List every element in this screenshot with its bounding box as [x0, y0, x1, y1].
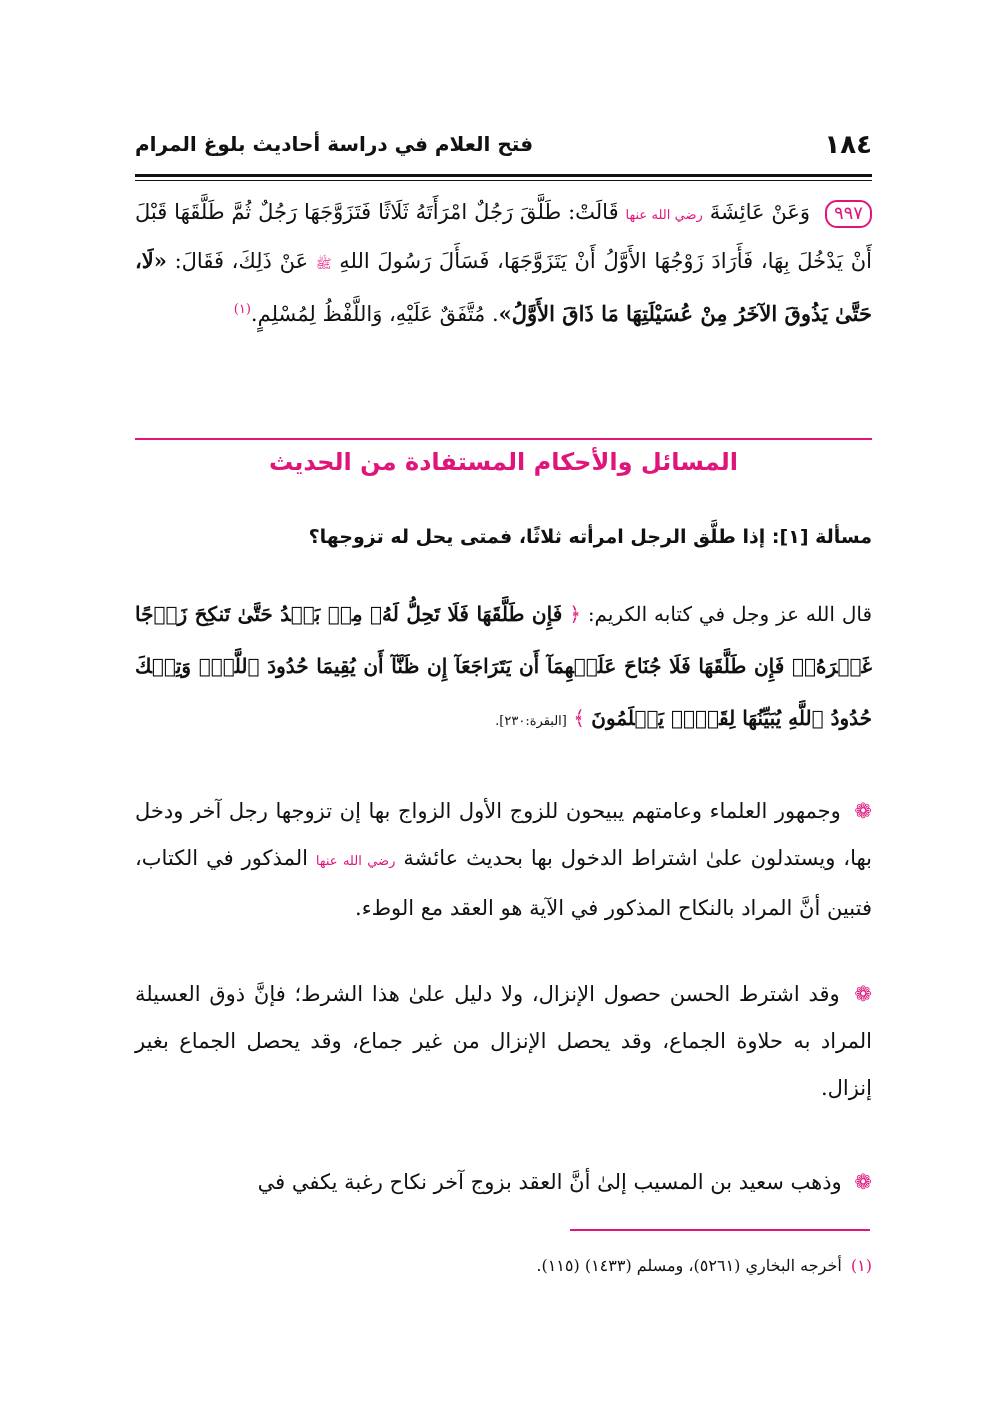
honorific-radiallahu-anha: رضي الله عنها: [625, 208, 703, 223]
paragraph-1-text-1: وجمهور العلماء وعامتهم يبيحون للزوج الأول الزواج بها إن تزوجها رجل آخر ودخل بها، ويستدلون علىٰ اشتراط الدخول بها بحديث عائشة: [135, 799, 873, 870]
honorific-radiallahu-anha: رضي الله عنها: [315, 854, 396, 869]
hadith-text: [135, 190, 872, 337]
question-text: إذا طلَّق الرجل امرأته ثلاثًا، فمتى يحل له تزوجها؟: [308, 526, 766, 548]
paragraph-1-text-2: المذكور في الكتاب، فتبين أنَّ المراد بالنكاح المذكور في الآية هو العقد مع الوطء.: [135, 846, 872, 920]
flower-bullet-icon: ❁: [854, 982, 872, 1006]
flower-bullet-icon: ❁: [854, 1170, 872, 1194]
page-header: [135, 128, 872, 168]
hadith-text-2: عَنْ ذَلِكَ، فَقَالَ:: [174, 249, 309, 273]
section-title: المسائل والأحكام المستفادة من الحديث: [268, 448, 739, 476]
book-title: فتح العلام في دراسة أحاديث بلوغ المرام: [135, 132, 534, 156]
paragraph-2-text: وقد اشترط الحسن حصول الإنزال، ولا دليل علىٰ هذا الشرط؛ فإنَّ ذوق العسيلة المراد به حلاوة الجماع، وقد يحصل الإنزال من غير جماع، وقد يحصل الجماع بغير إنزال.: [135, 982, 872, 1100]
quran-citation: [135, 588, 872, 748]
quran-reference: [البقرة:٢٣٠].: [495, 714, 567, 729]
paragraph-3-text: وذهب سعيد بن المسيب إلىٰ أنَّ العقد بزوج آخر نكاح رغبة يكفي في: [257, 1170, 842, 1194]
quran-ornament-open: ﴿: [569, 602, 581, 626]
honorific-salawat: ﷺ: [315, 257, 332, 272]
hadith-number-badge: ٩٩٧: [825, 200, 872, 228]
quran-ayah: فَإِن طَلَّقَهَا فَلَا تَحِلُّ لَهُۥ مِنۢ بَعۡدُ حَتَّىٰ تَنكِحَ زَوۡجًا غَيۡرَهُۥۗ فَإِن طَلَّقَهَا فَلَا جُنَاحَ عَلَيۡهِمَآ أَن يَتَرَاجَعَآ إِن ظَنَّآ أَن يُقِيمَا حُدُودَ ٱللَّهِۗ وَتِلۡكَ حُدُودُ ٱللَّهِ يُبَيِّنُهَا لِقَوۡمٖ يَعۡلَمُونَ: [135, 602, 872, 730]
paragraph-3: [135, 1159, 872, 1206]
footnote-divider: [570, 1229, 870, 1231]
paragraph-2: [135, 971, 872, 1112]
flower-bullet-icon: ❁: [854, 799, 872, 823]
header-rule-thick: [135, 174, 872, 177]
paragraph-1: [135, 788, 872, 932]
footnote-marker[interactable]: (١): [233, 302, 251, 317]
quran-ornament-close: ﴾: [573, 706, 585, 730]
footnote: [135, 1254, 872, 1278]
hadith-narrator: وَعَنْ عَائِشَةَ: [709, 200, 811, 224]
question-label: مسألة [١]:: [771, 526, 872, 548]
footnote-number: (١): [850, 1256, 872, 1275]
section-divider: [135, 438, 872, 440]
hadith-text-1: قَالَتْ: طَلَّقَ رَجُلٌ امْرَأَتَهُ ثَلَاثًا فَتَزَوَّجَهَا رَجُلٌ ثُمَّ طَلَّقَهَا قَبْلَ أَنْ يَدْخُلَ بِهَا، فَأَرَادَ زَوْجُهَا الأَوَّلُ أَنْ يَتَزَوَّجَهَا، فَسَأَلَ رَسُولَ اللهِ: [135, 200, 872, 273]
hadith-text-3: . مُتَّفَقٌ عَلَيْهِ، وَاللَّفْظُ لِمُسْلِمٍ.: [250, 302, 499, 326]
quran-intro: قال الله عز وجل في كتابه الكريم:: [587, 602, 873, 626]
footnote-text: أخرجه البخاري (٥٢٦١)، ومسلم (١٤٣٣) (١١٥).: [536, 1256, 842, 1275]
page-number: ١٨٤: [824, 130, 872, 160]
question-heading: [135, 522, 872, 552]
prophet-words: «لَا، حَتَّىٰ يَذُوقَ الآخَرُ مِنْ عُسَيْلَتِهَا مَا ذَاقَ الأَوَّلُ»: [135, 248, 872, 326]
header-rule-thin: [135, 180, 872, 181]
